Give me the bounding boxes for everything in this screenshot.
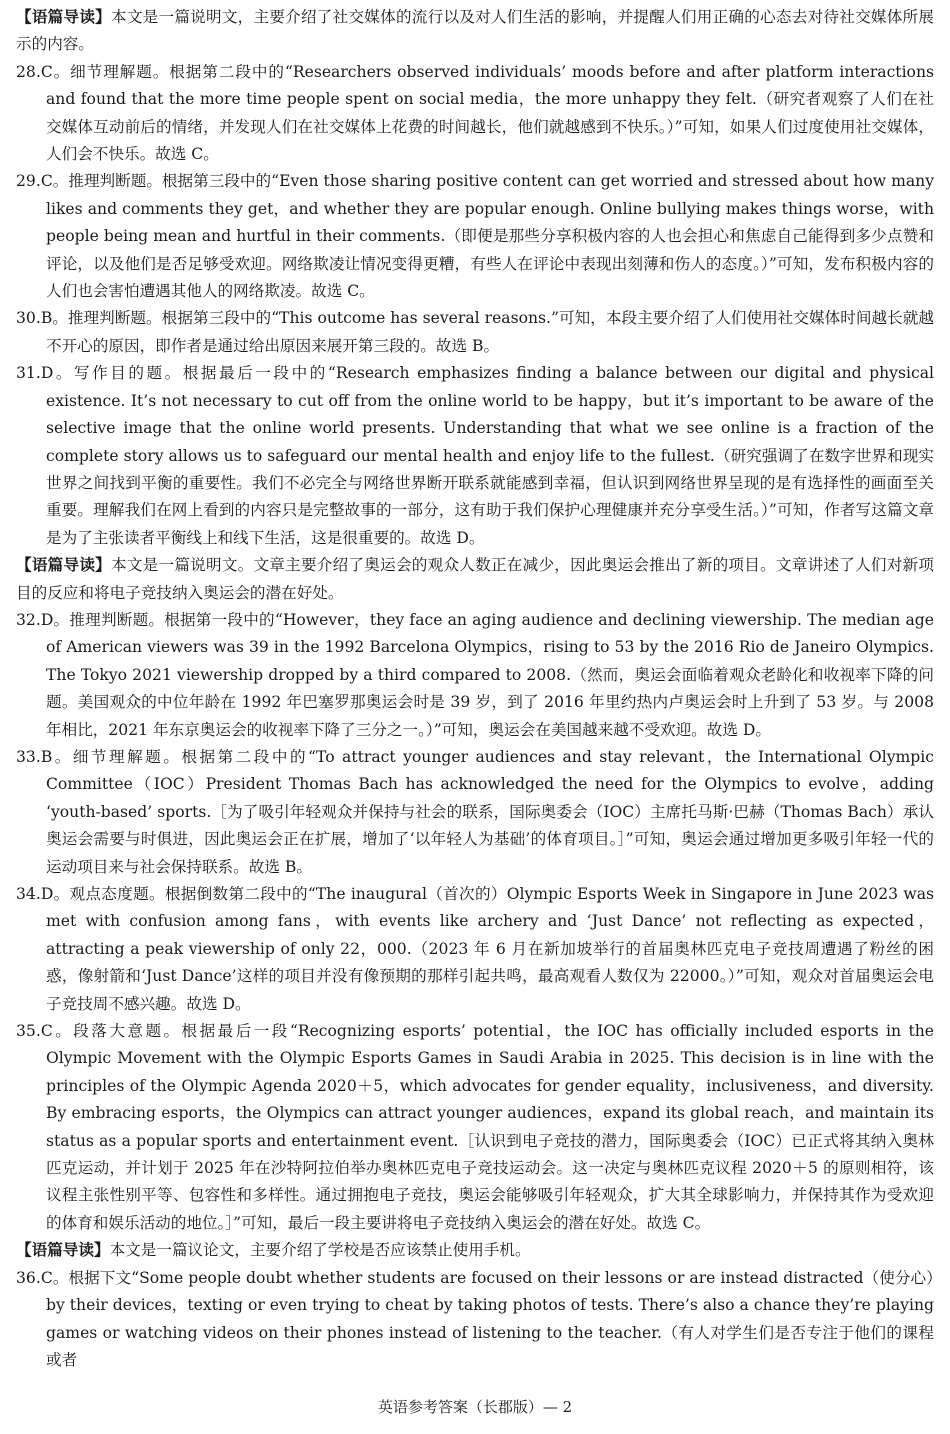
item-number: 36. — [16, 1268, 41, 1287]
item-number: 34. — [16, 885, 41, 903]
item-number: 31. — [16, 364, 41, 383]
answer-item-32 — [16, 607, 934, 744]
page-footer: 英语参考答案（长郡版）— 2 — [377, 1398, 573, 1416]
item-number: 32. — [16, 610, 41, 629]
item-text: D。观点态度题。根据倒数第二段中的“The inaugural（首次的）Olympic Esports Week in Singapore in June 2023 was met with confusion among fans，with events like archery and ‘Just Dance’ not reflecting as expected，attracting a peak viewership of only 22，000.（2023 年 6 月在新加坡举行的首届奥林匹克电子竞技周遭遇了粉丝的困惑，像射箭和‘Just Dance’这样的项目并没有像预期的那样引起共鸣，最高观看人数仅为 22000。）”可知，观众对首届奥运会电子竞技周不感兴趣。故选 D。 — [40, 885, 934, 1013]
item-number: 33. — [16, 747, 41, 766]
answer-item-29 — [16, 168, 934, 305]
item-text: C。根据下文“Some people doubt whether students are focused on their lessons or are instead distracted（使分心）by their devices，texting or even trying to cheat by taking photos of tests. There’s also a chance they’re playing games or watching videos on their phones instead of listening to the teacher.（有人对学生们是否专注于他们的课程或者 — [40, 1268, 934, 1369]
answer-item-30 — [16, 305, 934, 360]
guide-tag: 【语篇导读】 — [16, 556, 111, 575]
guide-paragraph-3 — [16, 1237, 934, 1264]
item-text: C。细节理解题。根据第二段中的“Researchers observed individuals’ moods before and after platform interactions and found that the more time people spent on social media，the more unhappy they felt.（研究者观察了人们在社交媒体互动前后的情绪，并发现人们在社交媒体上花费的时间越长，他们就越感到不快乐。）”可知，如果人们过度使用社交媒体，人们会不快乐。故选 C。 — [40, 62, 934, 164]
item-number: 29. — [16, 172, 41, 191]
item-text: C。段落大意题。根据最后一段“Recognizing esports’ potential，the IOC has officially included esports in the Olympic Movement with the Olympic Esports Games in Saudi Arabia in 2025. This decision is in line with the principles of the Olympic Agenda 2020＋5，which advocates for gender equality，inclusiveness，and diversity. By embracing esports，the Olympics can attract younger audiences，expand its global reach，and maintain its status as a popular sports and entertainment event.［认识到电子竞技的潜力，国际奥委会（IOC）已正式将其纳入奥林匹克运动，并计划于 2025 年在沙特阿拉伯举办奥林匹克电子竞技运动会。这一决定与奥林匹克议程 2020＋5 的原则相符，该议程主张性别平等、包容性和多样性。通过拥抱电子竞技，奥运会能够吸引年轻观众，扩大其全球影响力，并保持其作为受欢迎的体育和娱乐活动的地位。］”可知，最后一段主要讲将电子竞技纳入奥运会的潜在好处。故选 C。 — [40, 1022, 934, 1232]
item-number: 28. — [16, 62, 41, 81]
item-text: D。写作目的题。根据最后一段中的“Research emphasizes finding a balance between our digital and physical existence. It’s not necessary to cut off from the online world to be happy，but it’s important to be aware of the selective image that the online world presents. Understanding that what we see online is a fraction of the complete story allows us to safeguard our mental health and enjoy life to the fullest.（研究强调了在数字世界和现实世界之间找到平衡的重要性。我们不必完全与网络世界断开联系就能感到幸福，但认识到网络世界呈现的是有选择性的画面至关重要。理解我们在网上看到的内容只是完整故事的一部分，这有助于我们保护心理健康并充分享受生活。）”可知，作者写这篇文章是为了主张读者平衡线上和线下生活，这是很重要的。故选 D。 — [40, 364, 934, 547]
guide-paragraph-2 — [16, 552, 934, 607]
item-text: D。推理判断题。根据第一段中的“However，they face an aging audience and declining viewership. The median age of American viewers was 39 in the 1992 Barcelona Olympics，rising to 53 by the 2016 Rio de Janeiro Olympics. The Tokyo 2021 viewership dropped by a third compared to 2008.（然而，奥运会面临着观众老龄化和收视率下降的问题。美国观众的中位年龄在 1992 年巴塞罗那奥运会时是 39 岁，到了 2016 年里约热内卢奥运会时上升到了 53 岁。与 2008 年相比，2021 年东京奥运会的收视率下降了三分之一。）”可知，奥运会在美国越来越不受欢迎。故选 D。 — [40, 610, 934, 739]
item-text: B。细节理解题。根据第二段中的“To attract younger audiences and stay relevant，the International Olympic Committee（IOC）President Thomas Bach has acknowledged the need for the Olympics to evolve，adding ‘youth-based’ sports.［为了吸引年轻观众并保持与社会的联系，国际奥委会（IOC）主席托马斯·巴赫（Thomas Bach）承认奥运会需要与时俱进，因此奥运会正在扩展，增加了‘以年轻人为基础’的体育项目。］”可知，奥运会通过增加更多吸引年轻一代的运动项目来与社会保持联系。故选 B。 — [40, 747, 934, 876]
item-number: 30. — [16, 309, 41, 328]
guide-text: 本文是一篇说明文。文章主要介绍了奥运会的观众人数正在减少，因此奥运会推出了新的项目。文章讲述了人们对新项目的反应和将电子竞技纳入奥运会的潜在好处。 — [16, 556, 934, 602]
answer-item-28 — [16, 59, 934, 169]
answer-item-36 — [16, 1265, 934, 1375]
answer-item-33 — [16, 744, 934, 881]
guide-tag: 【语篇导读】 — [16, 1241, 110, 1260]
item-number: 35. — [16, 1022, 41, 1041]
answer-item-31 — [16, 360, 934, 552]
answer-item-35 — [16, 1018, 934, 1237]
answer-item-34 — [16, 881, 934, 1018]
item-text: C。推理判断题。根据第三段中的“Even those sharing positive content can get worried and stressed about how many likes and comments they get，and whether they are popular enough. Online bullying makes things worse，with people being mean and hurtful in their comments.（即便是那些分享积极内容的人也会担心和焦虑自己能得到多少点赞和评论，以及他们是否足够受欢迎。网络欺凌让情况变得更糟，有些人在评论中表现出刻薄和伤人的态度。）”可知，发布积极内容的人们也会害怕遭遇其他人的网络欺凌。故选 C。 — [40, 172, 934, 301]
item-text: B。推理判断题。根据第三段中的“This outcome has several reasons.”可知，本段主要介绍了人们使用社交媒体时间越长就越不开心的原因，即作者是通过给出原因来展开第三段的。故选 B。 — [40, 309, 934, 355]
guide-text: 本文是一篇说明文，主要介绍了社交媒体的流行以及对人们生活的影响，并提醒人们用正确的心态去对待社交媒体所展示的内容。 — [16, 8, 934, 54]
guide-text: 本文是一篇议论文，主要介绍了学校是否应该禁止使用手机。 — [109, 1241, 531, 1260]
guide-paragraph-1 — [16, 4, 934, 59]
guide-tag: 【语篇导读】 — [16, 8, 111, 26]
answer-page — [16, 4, 934, 1374]
